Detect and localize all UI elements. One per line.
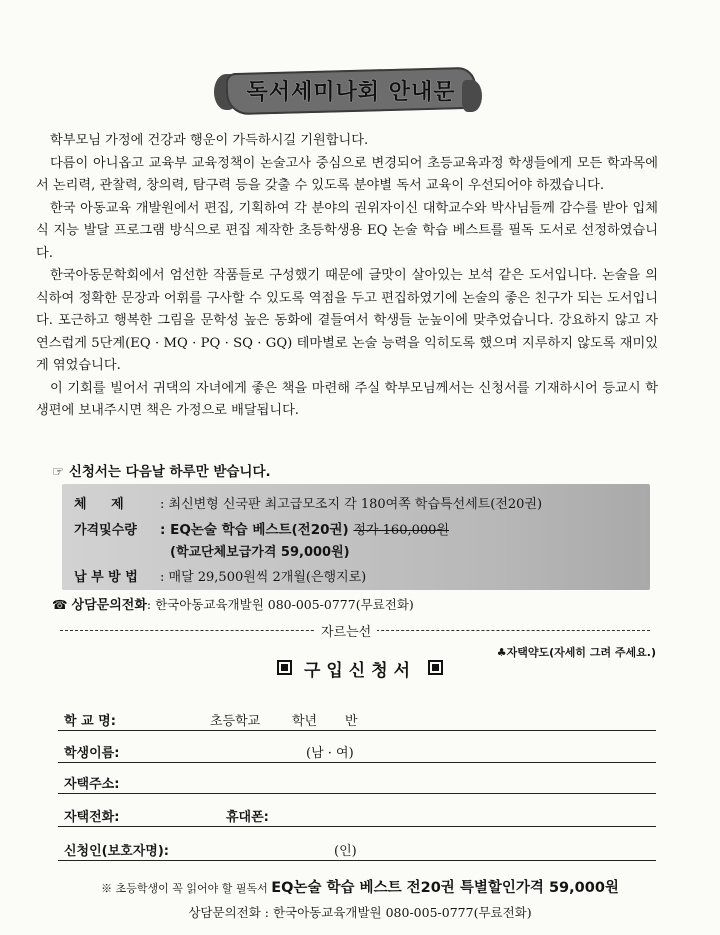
promo-prefix: ※ 초등학생이 꼭 읽어야 할 필독서 xyxy=(101,882,272,895)
grade-suffix: 학년 xyxy=(292,714,318,729)
group-price: (학교단체보급가격 59,000원) xyxy=(170,545,350,560)
promo-line xyxy=(0,876,720,897)
square-bullet-icon xyxy=(277,660,292,675)
telephone-icon: ☎ xyxy=(52,597,72,612)
phone-input-line[interactable] xyxy=(58,826,656,828)
paragraph-reason: 다름이 아니옵고 교육부 교육정책이 논술고사 중심으로 변경되어 초등교육과정 학생들에게 모든 학과목에서 논리력, 관찰력, 창의력, 탐구력 등을 갖출 수 있도록 분야별 독서 교육이 우선되어야 하겠습니다. xyxy=(36,155,658,193)
price-label: 가격및수량 xyxy=(74,523,137,538)
school-input-line[interactable] xyxy=(58,730,656,732)
mobile-label: 휴대폰: xyxy=(226,810,269,825)
home-phone-label: 자택전화: xyxy=(64,810,120,825)
promo-main: EQ논술 학습 베스트 전20권 특별할인가격 59,000원 xyxy=(271,880,619,896)
applicant-input-line[interactable] xyxy=(58,860,656,862)
payment-label: 납 부 방 법 xyxy=(74,570,138,585)
paragraph-greeting: 학부모님 가정에 건강과 행운이 가득하시길 기원합니다. xyxy=(50,133,369,148)
payment-value: : 매달 29,500원씩 2개월(은행지로) xyxy=(160,570,367,585)
gender-choice[interactable]: (남 · 여) xyxy=(306,746,354,761)
payment-row xyxy=(74,566,366,585)
contact-label: 상담문의전화 xyxy=(71,598,147,613)
intro-text xyxy=(36,130,658,423)
student-name-label: 학생이름: xyxy=(64,746,120,761)
school-suffix: 초등학교 xyxy=(210,714,261,729)
paragraph-request: 이 기회를 빌어서 귀댁의 자녀에게 좋은 책을 마련해 주실 학부모님께서는 신청서를 기재하시어 등교시 학생편에 보내주시면 책은 가정으로 배달됩니다. xyxy=(36,380,658,418)
application-notice: ☞ 신청서는 다음날 하루만 받습니다. xyxy=(52,464,271,480)
square-bullet-icon xyxy=(428,660,443,675)
seal-mark: (인) xyxy=(334,844,357,859)
applicant-label: 신청인(보호자명): xyxy=(64,844,169,859)
page-title: 독서세미나회 안내문 xyxy=(246,80,456,105)
cut-line-label: 자르는선 xyxy=(315,621,377,640)
contact-value: : 한국아동교육개발원 080-005-0777(무료전화) xyxy=(146,597,414,612)
school-label: 학 교 명: xyxy=(64,714,116,729)
spec-row xyxy=(74,493,542,512)
price-row xyxy=(74,518,449,538)
student-name-input-line[interactable] xyxy=(58,762,656,764)
price-value: : EQ논술 학습 베스트(전20권) xyxy=(160,522,354,538)
original-price: 정가 160,000원 xyxy=(353,523,449,538)
address-input-line[interactable] xyxy=(58,793,656,795)
pointing-hand-icon: ☞ xyxy=(52,464,69,480)
group-price-row xyxy=(170,541,350,560)
home-map-note: ♣자택약도(자세히 그려 주세요.) xyxy=(496,646,656,659)
address-label: 자택주소: xyxy=(64,777,120,792)
form-title: 구입신청서 xyxy=(0,656,720,681)
footer-contact: 상담문의전화 : 한국아동교육개발원 080-005-0777(무료전화) xyxy=(188,905,532,920)
class-suffix: 반 xyxy=(345,714,358,729)
spec-label: 체 제 xyxy=(74,497,134,512)
contact-row xyxy=(52,594,414,613)
spec-value: : 최신변형 신국판 최고급모조지 각 180여쪽 학습특선세트(전20권) xyxy=(160,497,543,512)
paragraph-description: 한국아동문학회에서 엄선한 작품들로 구성했기 때문에 글맛이 살아있는 보석 같은 도서입니다. 논술을 의식하여 정확한 문장과 어휘를 구사할 수 있도록 역점을 두고 편집하였기에 논술의 좋은 친구가 되는 도서입니다. 포근하고 행복한 그림을 문학성 높은 동화에 곁들여서 학생들 눈높이에 맞추었습니다. 강요하지 않고 자연스럽게 5단계(EQ · MQ · PQ · SQ · GQ) 테마별로 논술 능력을 익히도록 했으며 지루하지 않도록 재미있게 엮었습니다. xyxy=(36,268,658,373)
paragraph-selection: 한국 아동교육 개발원에서 편집, 기획하여 각 분야의 권위자이신 대학교수와 박사님들께 감수를 받아 입체식 지능 발달 프로그램 방식으로 편집 제작한 초등학생용 EQ 논술 학습 베스트를 필독 도서로 선정하였습니다. xyxy=(36,200,658,261)
